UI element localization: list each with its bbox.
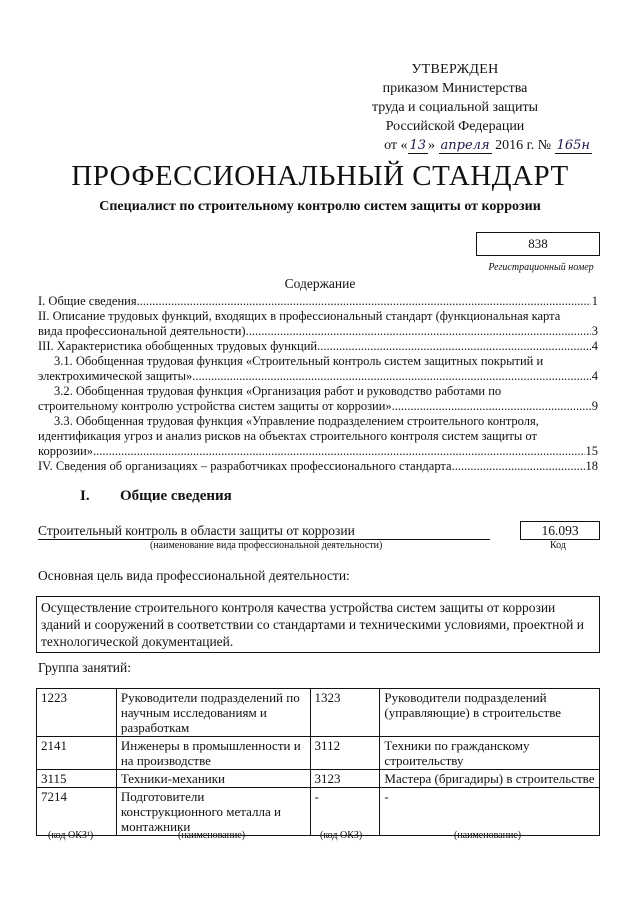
toc-leader [93,444,584,459]
toc-entry-text: электрохимической защиты» [38,369,193,383]
toc-entry-6[interactable] [38,414,598,459]
caption-okz-code: (код ОКЗ) [320,830,363,841]
toc-entry-text: 3.3. Обобщенная трудовая функция «Управление подразделением строительного контроля, [54,414,539,428]
code-caption: Код [550,540,566,551]
toc-entry-text: 3.2. Обобщенная трудовая функция «Организация работ и руководство работами по [54,384,502,398]
occupation-name-cell: Инженеры в промышленности и на производстве [116,737,310,770]
table-row [37,770,600,788]
toc-page: 4 [591,369,598,383]
okz-code-cell: 1323 [310,689,380,737]
registration-number-box: 838 [476,232,600,256]
okz-code-cell: - [310,788,380,836]
toc-entry-4[interactable] [38,354,598,384]
section-heading: Общие сведения [120,488,232,504]
toc-entry-text: вида профессиональной деятельности) [38,324,246,338]
approval-line: Российской Федерации [385,119,525,134]
toc-entry-5[interactable] [38,384,598,414]
toc-entry-text: IV. Сведения об организациях – разработчиках профессионального стандарта [38,459,452,473]
occupation-name-cell: Техники по гражданскому строительству [380,737,600,770]
toc-page: 3 [591,324,598,338]
okz-code-cell: 1223 [37,689,117,737]
toc-leader [392,399,591,414]
toc-entry-text: II. Описание трудовых функций, входящих в профессиональный стандарт (функциональная карта [38,309,561,323]
table-row [37,689,600,737]
approval-block [300,60,610,155]
date-month: апреля [440,138,490,153]
toc-leader [317,339,591,354]
toc-entry-text: идентификация угроз и анализ рисков на объектах строительного контроля систем защиты от [38,429,537,443]
approval-line: приказом Министерства [382,81,528,96]
occupation-table [36,688,600,836]
okz-code-cell: 2141 [37,737,117,770]
order-number: 165н [556,138,590,153]
table-of-contents [38,294,598,474]
toc-page: 4 [591,339,598,353]
section-numeral: I. [80,488,90,504]
table-row [37,788,600,836]
toc-leader [452,459,585,474]
occupation-name-cell: Руководители подразделений (управляющие) в строительстве [380,689,600,737]
toc-entry-text: коррозии» [38,444,94,458]
caption-name: (наименование) [454,830,522,841]
toc-title: Содержание [284,276,356,291]
toc-entry-text: 3.1. Обобщенная трудовая функция «Строительный контроль систем защитных покрытий и [54,354,544,368]
toc-entry-1[interactable] [38,294,598,309]
occupation-name-cell: - [380,788,600,836]
date-year: 2016 г. № [495,138,552,153]
toc-entry-text: строительному контролю устройства систем защиты от коррозии» [38,399,392,413]
approval-line: труда и социальной защиты [372,100,538,115]
occupation-name-cell: Руководители подразделений по научным исследованиям и разработкам [116,689,310,737]
okz-code-cell: 7214 [37,788,117,836]
okz-code-cell: 3112 [310,737,380,770]
toc-entry-text: III. Характеристика обобщенных трудовых функций [38,339,318,353]
toc-entry-text: I. Общие сведения [38,294,137,308]
purpose-text-box: Осуществление строительного контроля качества устройства систем защиты от коррозии зданий и сооружений в соответствии со стандартами и техническими условиями, проектной и технологической документацией. [36,596,600,653]
toc-page: 15 [585,444,598,458]
registration-caption: Регистрационный номер [488,262,594,273]
caption-okz-code: (код ОКЗ¹) [48,830,94,841]
toc-page: 18 [585,459,598,473]
purpose-label: Основная цель вида профессиональной деятельности: [38,568,350,583]
occupation-name-cell: Подготовители конструкционного металла и монтажники [116,788,310,836]
document-subtitle: Специалист по строительному контролю систем защиты от коррозии [99,199,541,214]
caption-name: (наименование) [178,830,246,841]
okz-code-cell: 3115 [37,770,117,788]
occupation-name-cell: Техники-механики [116,770,310,788]
activity-name-field: Строительный контроль в области защиты от коррозии [38,522,490,540]
toc-entry-2[interactable] [38,309,598,339]
toc-page: 1 [591,294,598,308]
document-title: ПРОФЕССИОНАЛЬНЫЙ СТАНДАРТ [71,160,569,192]
activity-code-box: 16.093 [520,521,600,540]
table-row [37,737,600,770]
approval-heading: УТВЕРЖДЕН [411,62,499,77]
date-prefix: от « [384,138,408,153]
date-mid: » [428,138,436,153]
date-day: 13 [409,138,427,153]
toc-leader [192,369,590,384]
occupation-group-label: Группа занятий: [38,660,131,675]
okz-code-cell: 3123 [310,770,380,788]
approval-date [300,136,610,155]
toc-page: 9 [591,399,598,413]
occupation-name-cell: Мастера (бригадиры) в строительстве [380,770,600,788]
toc-leader [137,294,591,309]
toc-entry-7[interactable] [38,459,598,474]
activity-name-caption: (наименование вида профессиональной деятельности) [150,540,383,551]
toc-leader [246,324,591,339]
toc-entry-3[interactable] [38,339,598,354]
